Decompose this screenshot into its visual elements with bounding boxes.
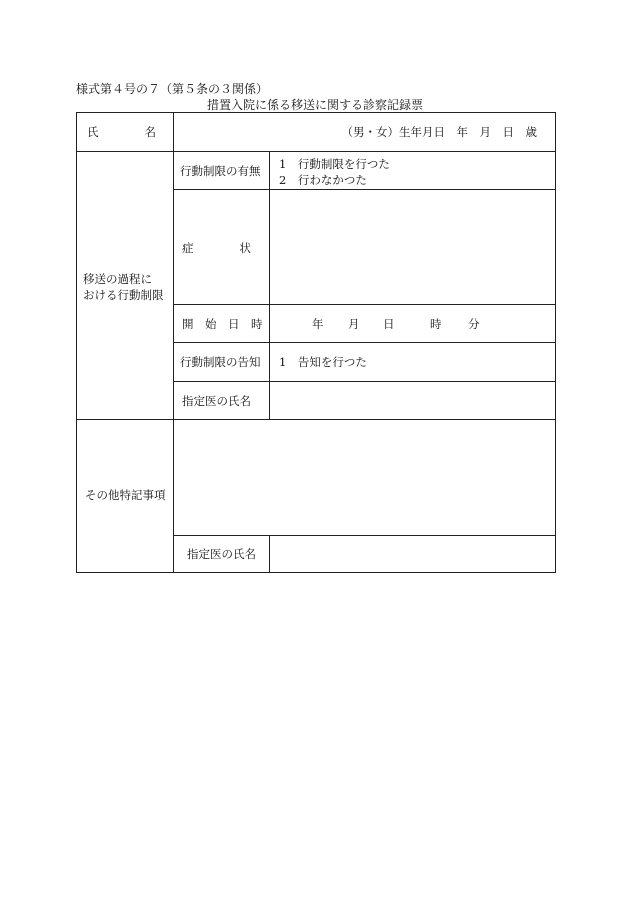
other-notes-label: その他特記事項 — [85, 488, 166, 502]
row-divider — [173, 535, 555, 536]
restriction-presence-label: 行動制限の有無 — [180, 164, 261, 178]
start-day-unit: 日 — [383, 317, 395, 331]
form-title: 措置入院に係る移送に関する診察記録票 — [206, 98, 423, 112]
symptoms-label: 症 状 — [182, 241, 251, 255]
column-divider — [269, 151, 270, 419]
row-divider — [173, 342, 555, 343]
row-divider — [77, 419, 555, 420]
restriction-notice-label: 行動制限の告知 — [180, 355, 261, 369]
start-minute-unit: 分 — [468, 317, 480, 331]
start-month-unit: 月 — [348, 317, 360, 331]
row-divider — [173, 381, 555, 382]
sex-birthdate-age-text: （男・女）生年月日 年 月 日 歳 — [341, 125, 537, 139]
restriction-section-label-line1: 移送の過程に — [83, 272, 152, 286]
restriction-doctor-name-label: 指定医の氏名 — [182, 394, 251, 408]
column-divider — [173, 113, 174, 572]
row-divider — [173, 189, 555, 190]
start-datetime-label: 開 始 日 時 — [182, 317, 263, 331]
notice-performed-option: 1 告知を行つた — [279, 355, 367, 369]
other-doctor-name-label: 指定医の氏名 — [187, 547, 256, 561]
start-year-unit: 年 — [312, 317, 324, 331]
name-label: 氏 名 — [87, 125, 156, 139]
restriction-section-label-line2: おける行動制限 — [83, 288, 164, 302]
restriction-performed-option: 1 行動制限を行つた — [279, 157, 390, 171]
start-hour-unit: 時 — [430, 317, 442, 331]
row-divider — [173, 304, 555, 305]
column-divider — [269, 535, 270, 572]
row-divider — [77, 151, 555, 152]
form-number: 様式第４号の７（第５条の３関係） — [76, 82, 269, 96]
record-form-table — [76, 112, 556, 573]
restriction-not-performed-option: 2 行わなかつた — [279, 173, 367, 187]
